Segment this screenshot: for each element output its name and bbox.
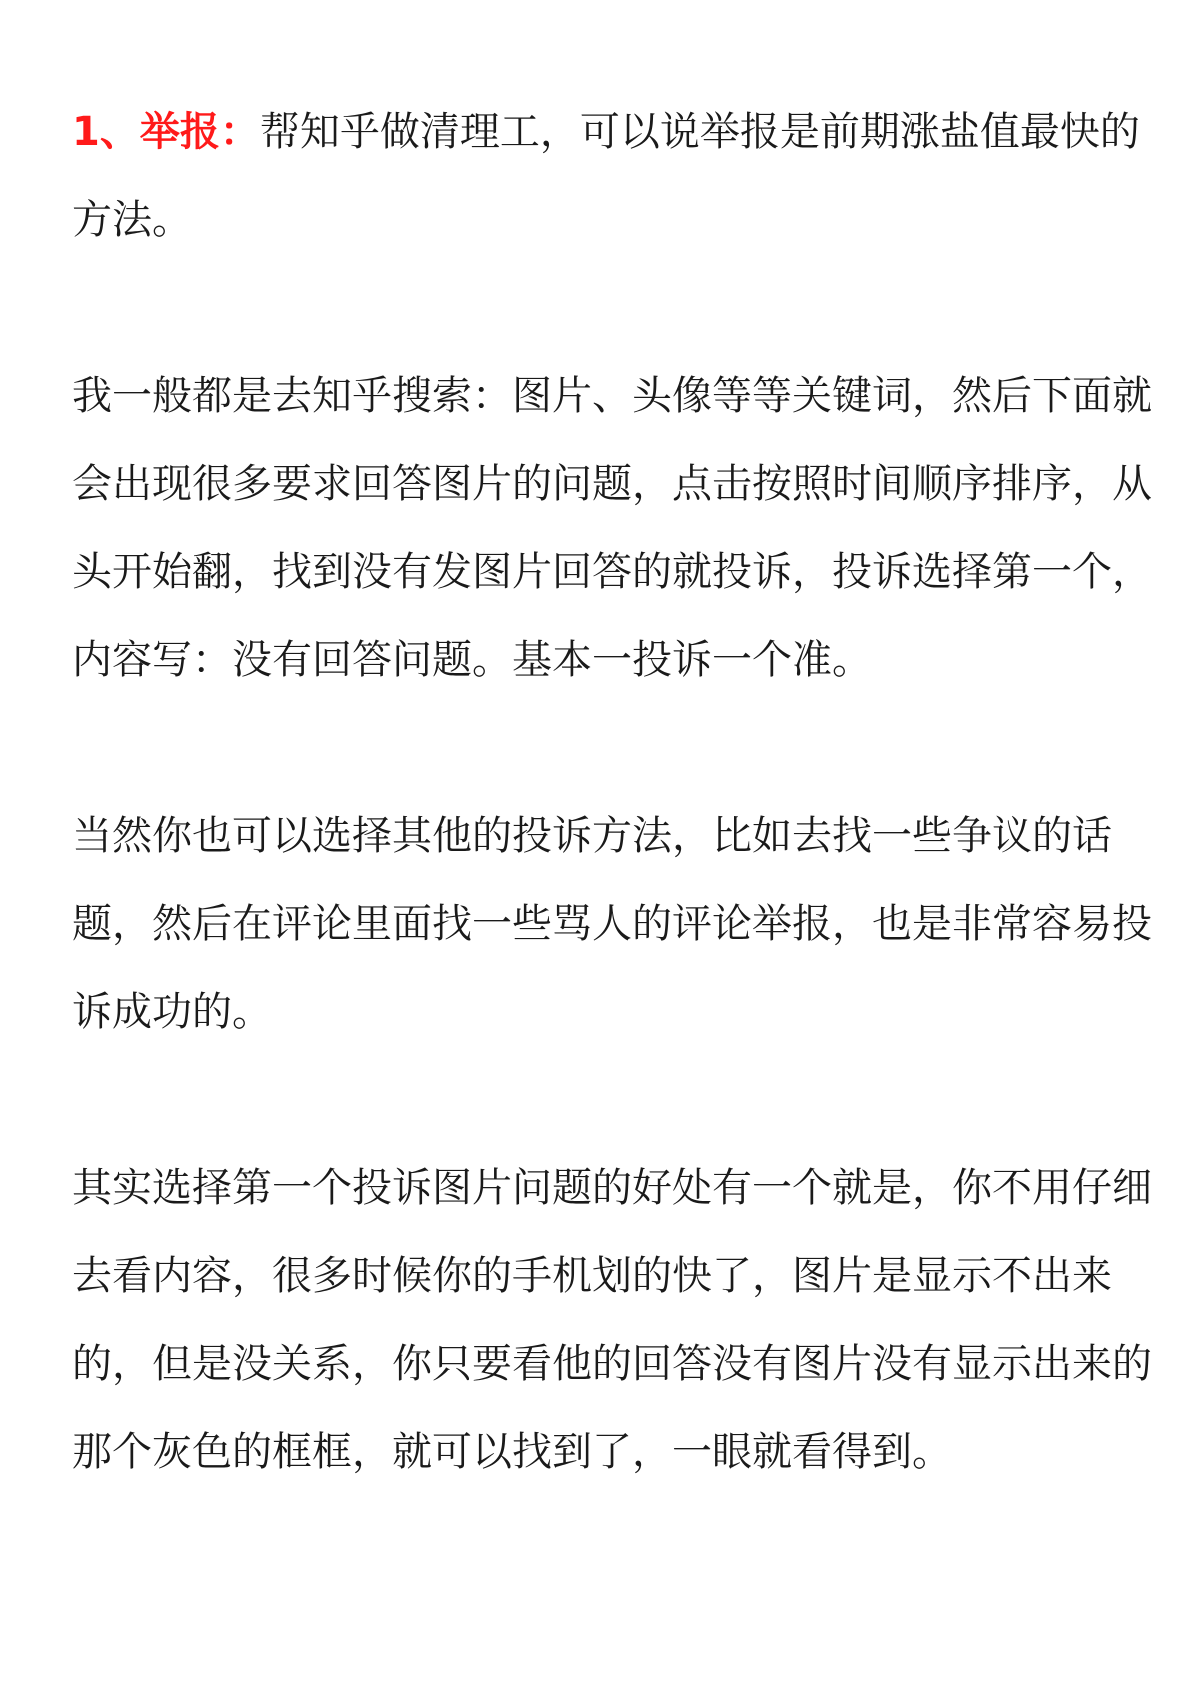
section-heading-report: 1、举报：: [72, 109, 260, 155]
paragraph-other-methods: [72, 792, 1152, 1056]
paragraph-text: 其实选择第一个投诉图片问题的好处有一个就是，你不用仔细去看内容，很多时候你的手机划的快了，图片是显示不出来的，但是没关系，你只要看他的回答没有图片没有显示出来的那个灰色的框框，就可以找到了，一眼就看得到。: [72, 1165, 1152, 1475]
paragraph-search-method: [72, 352, 1152, 704]
paragraph-text: 我一般都是去知乎搜索：图片、头像等等关键词，然后下面就会出现很多要求回答图片的问题，点击按照时间顺序排序，从头开始翻，找到没有发图片回答的就投诉，投诉选择第一个，内容写：没有回答问题。基本一投诉一个准。: [72, 373, 1152, 683]
paragraph-report-intro: [72, 88, 1152, 264]
article-body: [72, 88, 1152, 1496]
paragraph-text: 当然你也可以选择其他的投诉方法，比如去找一些争议的话题，然后在评论里面找一些骂人的评论举报，也是非常容易投诉成功的。: [72, 813, 1152, 1035]
paragraph-image-tip: [72, 1144, 1152, 1496]
paragraph-text: 帮知乎做清理工，可以说举报是前期涨盐值最快的方法。: [72, 109, 1140, 243]
